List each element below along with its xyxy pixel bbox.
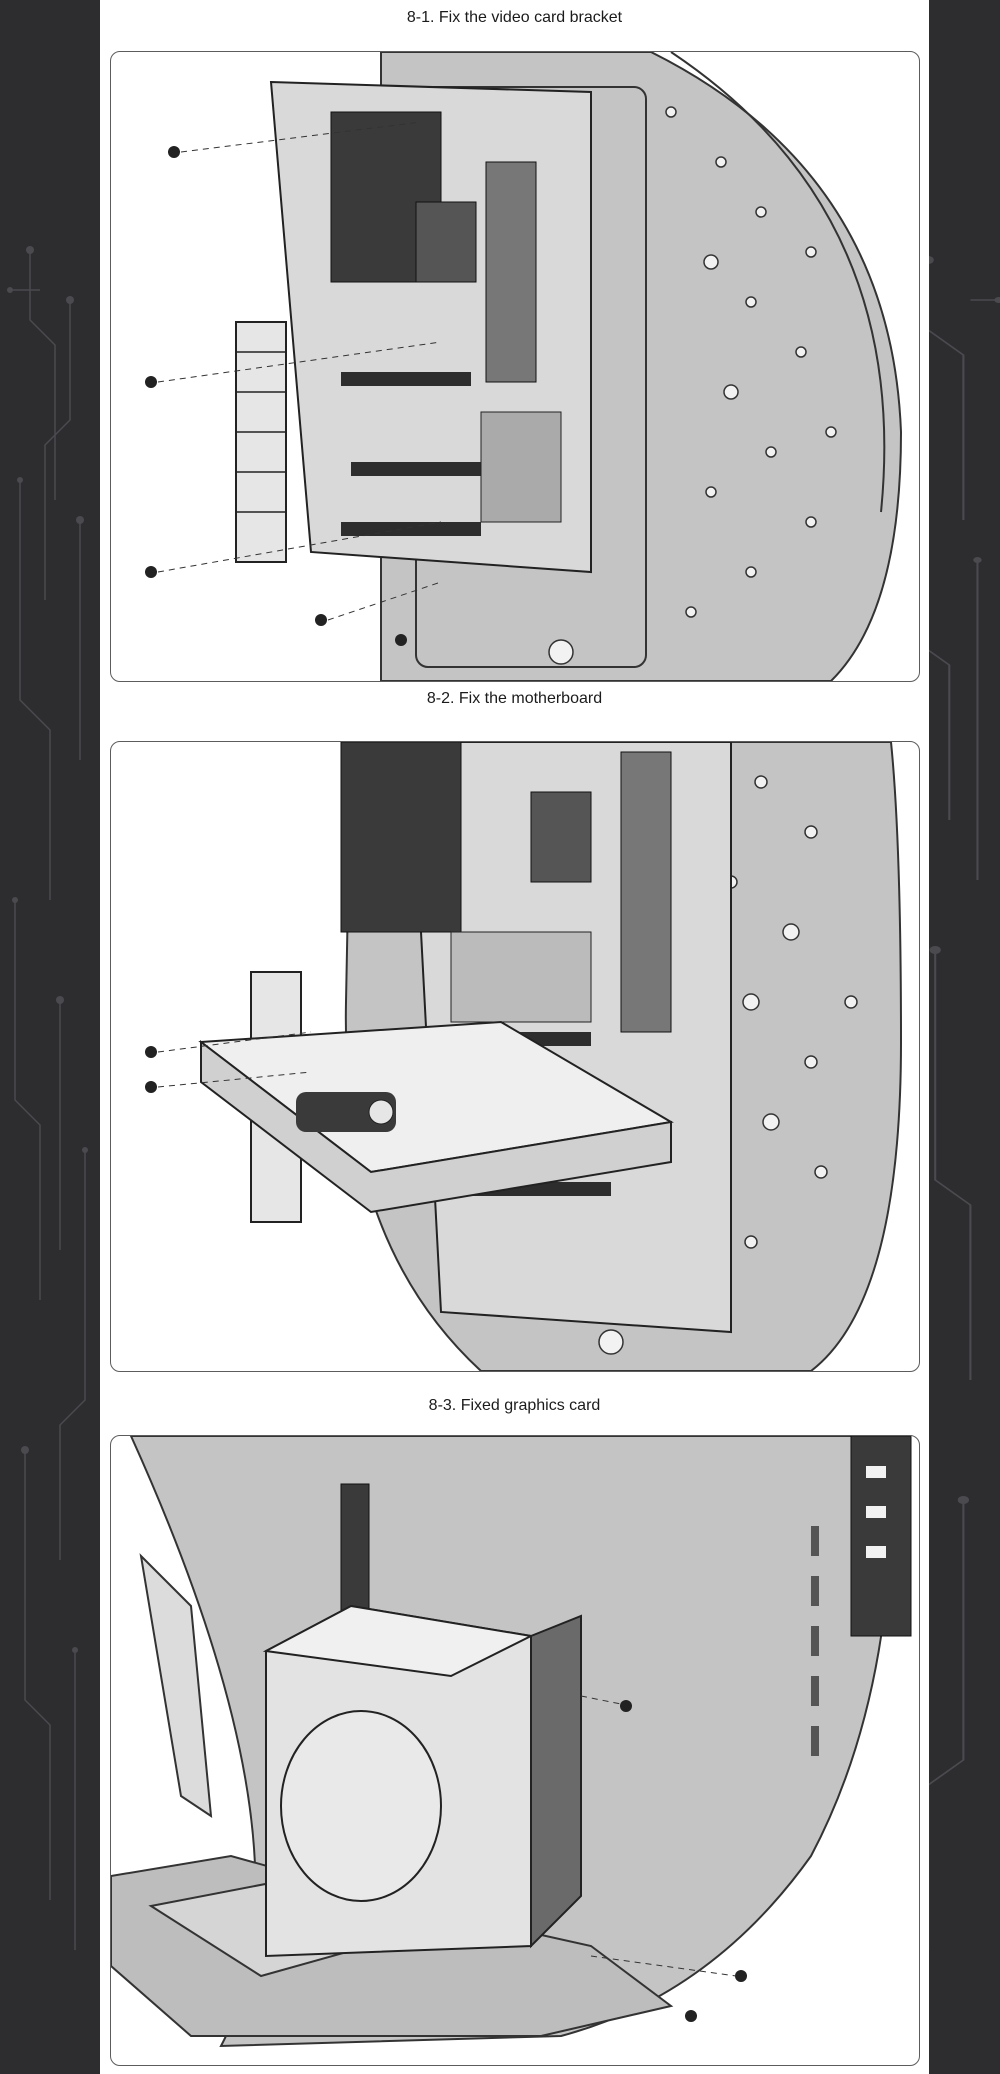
step-1-illustration [110, 51, 920, 682]
step-1-caption: 8-1. Fix the video card bracket [406, 9, 623, 26]
step-2-illustration [110, 741, 920, 1372]
left-circuit-decoration [0, 0, 100, 2074]
step-2-caption: 8-2. Fix the motherboard [426, 690, 603, 707]
step-3-caption: 8-3. Fixed graphics card [428, 1397, 601, 1414]
step-3-illustration [110, 1435, 920, 2066]
manual-page [100, 0, 929, 2074]
